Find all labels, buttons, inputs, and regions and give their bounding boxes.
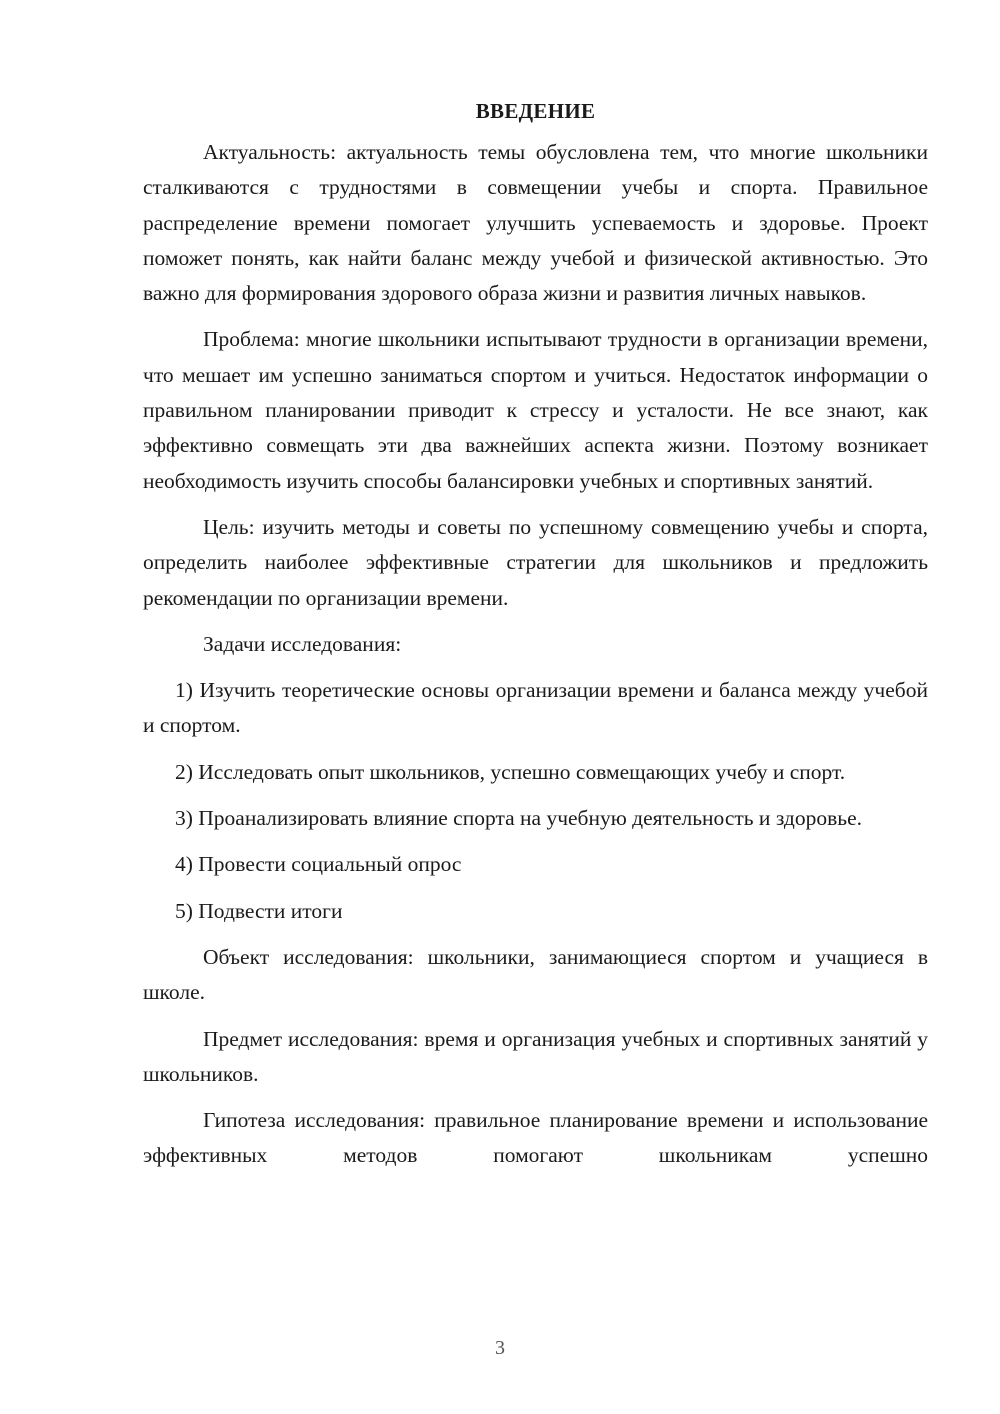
document-page: [143, 96, 928, 1185]
task-item: 3) Проанализировать влияние спорта на учебную деятельность и здоровье.: [175, 806, 862, 831]
paragraph-relevance: Актуальность: актуальность темы обусловлена тем, что многие школьники сталкиваются с трудностями в совмещении учебы и спорта. Правильное распределение времени помогает улучшить успеваемость и здоровье. Проект поможет понять, как найти баланс между учебой и физической активностью. Это важно для формирования здорового образа жизни и развития личных навыков.: [143, 140, 928, 306]
section-title: ВВЕДЕНИЕ: [475, 99, 596, 123]
paragraph-tasks-heading: Задачи исследования:: [203, 631, 402, 656]
task-item: 2) Исследовать опыт школьников, успешно совмещающих учебу и спорт.: [175, 759, 846, 784]
paragraph-problem: Проблема: многие школьники испытывают трудности в организации времени, что мешает им успешно заниматься спортом и учиться. Недостаток информации о правильном планировании приводит к стрессу и усталости. Не все знают, как эффективно совмещать эти два важнейших аспекта жизни. Поэтому возникает необходимость изучить способы балансировки учебных и спортивных занятий.: [143, 327, 928, 493]
paragraph-object: Объект исследования: школьники, занимающиеся спортом и учащиеся в школе.: [143, 944, 928, 1005]
paragraph-hypothesis: Гипотеза исследования: правильное планирование времени и использование эффективных методов помогают школьникам успешно: [143, 1108, 928, 1168]
paragraph-subject: Предмет исследования: время и организация учебных и спортивных занятий у школьников.: [143, 1026, 928, 1086]
paragraph-goal: Цель: изучить методы и советы по успешному совмещению учебы и спорта, определить наиболее эффективные стратегии для школьников и предложить рекомендации по организации времени.: [143, 514, 928, 610]
page-number: 3: [495, 1337, 505, 1359]
task-item: 1) Изучить теоретические основы организации времени и баланса между учебой и спортом.: [143, 678, 928, 738]
task-item: 4) Провести социальный опрос: [175, 852, 462, 877]
task-item: 5) Подвести итоги: [175, 898, 343, 923]
